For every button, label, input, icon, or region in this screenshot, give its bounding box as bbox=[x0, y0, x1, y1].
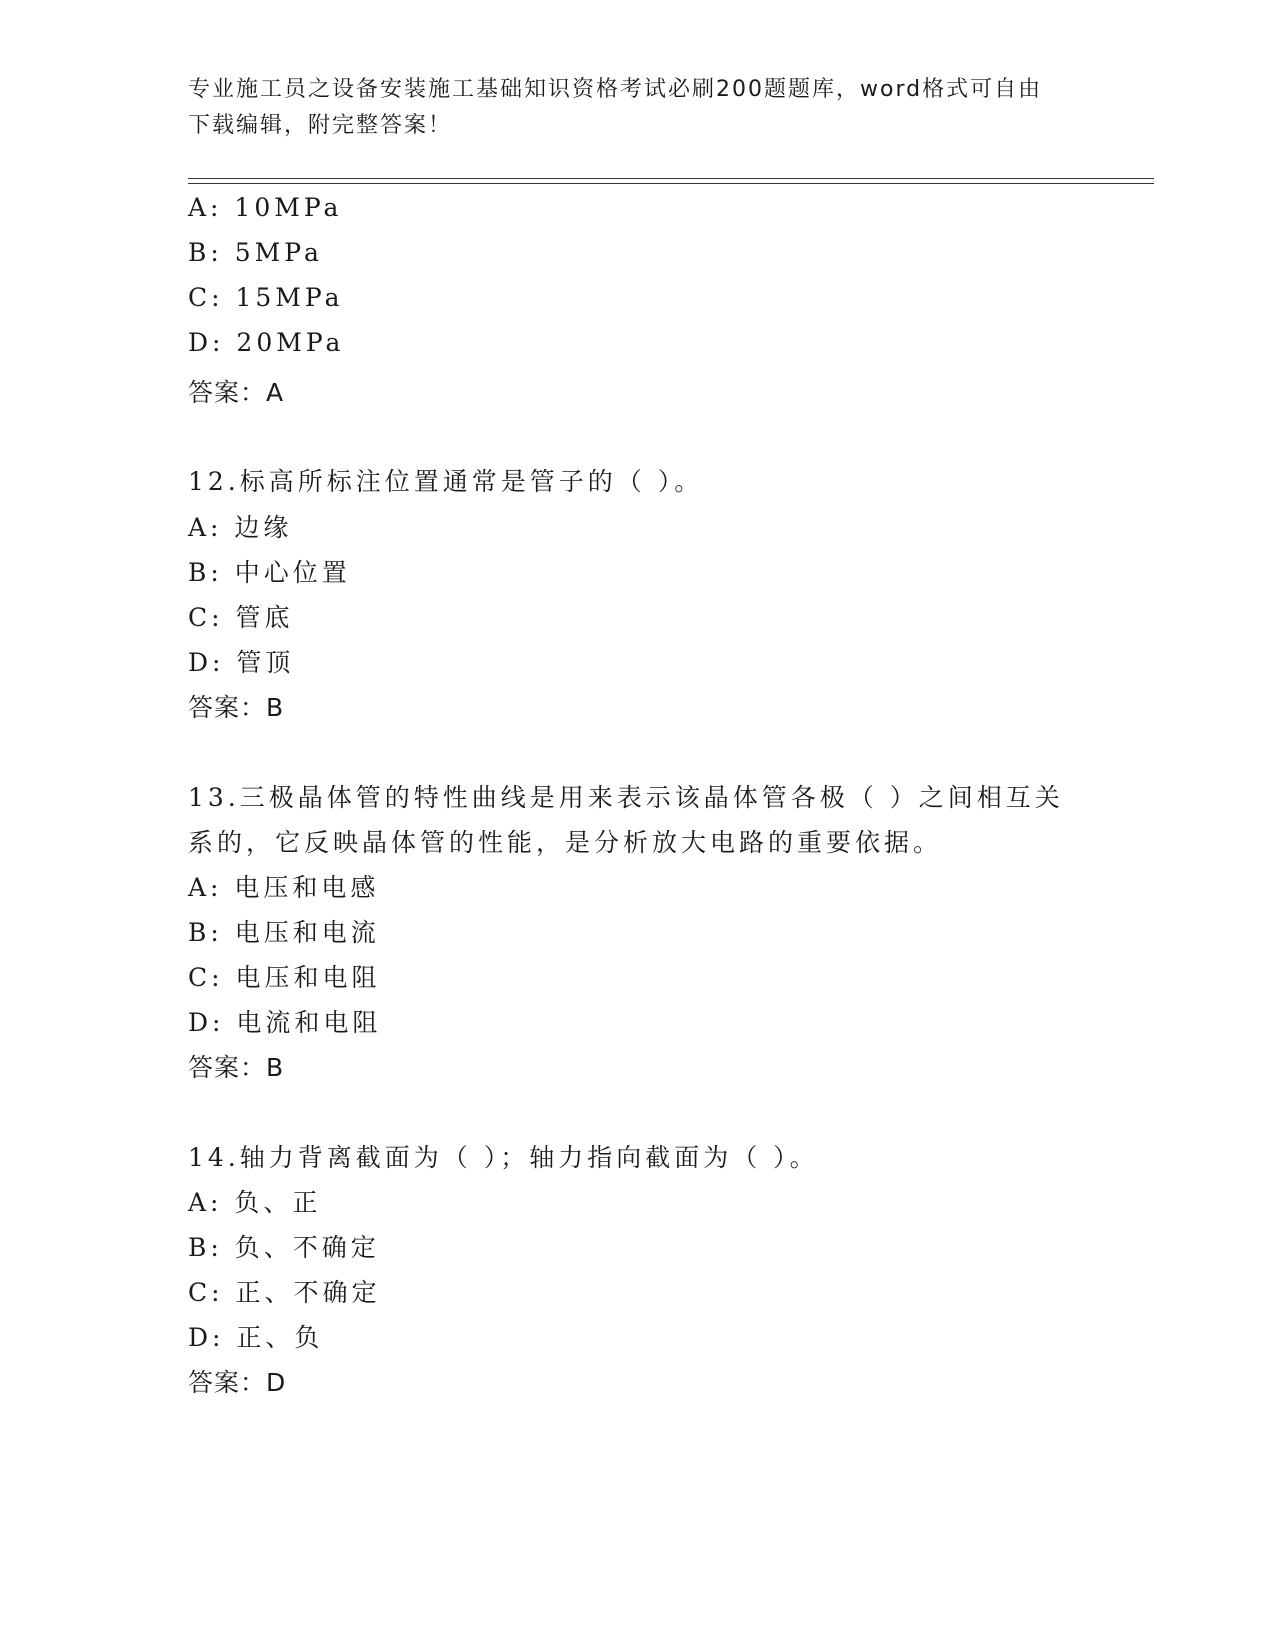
q12-option-c: C: 管底 bbox=[188, 603, 294, 632]
q11-option-b: B: 5MPa bbox=[188, 238, 323, 267]
q13-stem-line-2: 系的，它反映晶体管的性能，是分析放大电路的重要依据。 bbox=[188, 828, 943, 857]
q12-stem: 12.标高所标注位置通常是管子的（ ）。 bbox=[188, 467, 704, 496]
q12-answer: 答案：B bbox=[188, 693, 285, 722]
header-divider-bottom bbox=[188, 183, 1154, 184]
q11-option-a: A: 10MPa bbox=[188, 193, 343, 222]
q14-option-b: B: 负、不确定 bbox=[188, 1233, 380, 1262]
header-line-2: 下载编辑，附完整答案！ bbox=[188, 113, 453, 138]
q11-answer: 答案：A bbox=[188, 378, 285, 407]
document-header bbox=[188, 72, 1068, 144]
q14-answer: 答案：D bbox=[188, 1368, 287, 1397]
q14-stem: 14.轴力背离截面为（ ）；轴力指向截面为（ ）。 bbox=[188, 1143, 819, 1172]
q12-option-d: D: 管顶 bbox=[188, 648, 295, 677]
q14-option-a: A: 负、正 bbox=[188, 1188, 322, 1217]
q13-answer: 答案：B bbox=[188, 1053, 285, 1082]
header-line-1: 专业施工员之设备安装施工基础知识资格考试必刷200题题库，word格式可自由 bbox=[188, 77, 1043, 102]
q11-option-c: C: 15MPa bbox=[188, 283, 344, 312]
q14-option-d: D: 正、负 bbox=[188, 1323, 324, 1352]
q13-option-a: A: 电压和电感 bbox=[188, 873, 380, 902]
q11-option-d: D: 20MPa bbox=[188, 328, 345, 357]
q14-option-c: C: 正、不确定 bbox=[188, 1278, 381, 1307]
q13-option-c: C: 电压和电阻 bbox=[188, 963, 381, 992]
q13-stem-line-1: 13.三极晶体管的特性曲线是用来表示该晶体管各极（ ）之间相互关 bbox=[188, 783, 1064, 812]
header-divider-top bbox=[188, 178, 1154, 179]
q13-option-b: B: 电压和电流 bbox=[188, 918, 380, 947]
q12-option-b: B: 中心位置 bbox=[188, 558, 351, 587]
q12-option-a: A: 边缘 bbox=[188, 513, 293, 542]
q13-option-d: D: 电流和电阻 bbox=[188, 1008, 382, 1037]
